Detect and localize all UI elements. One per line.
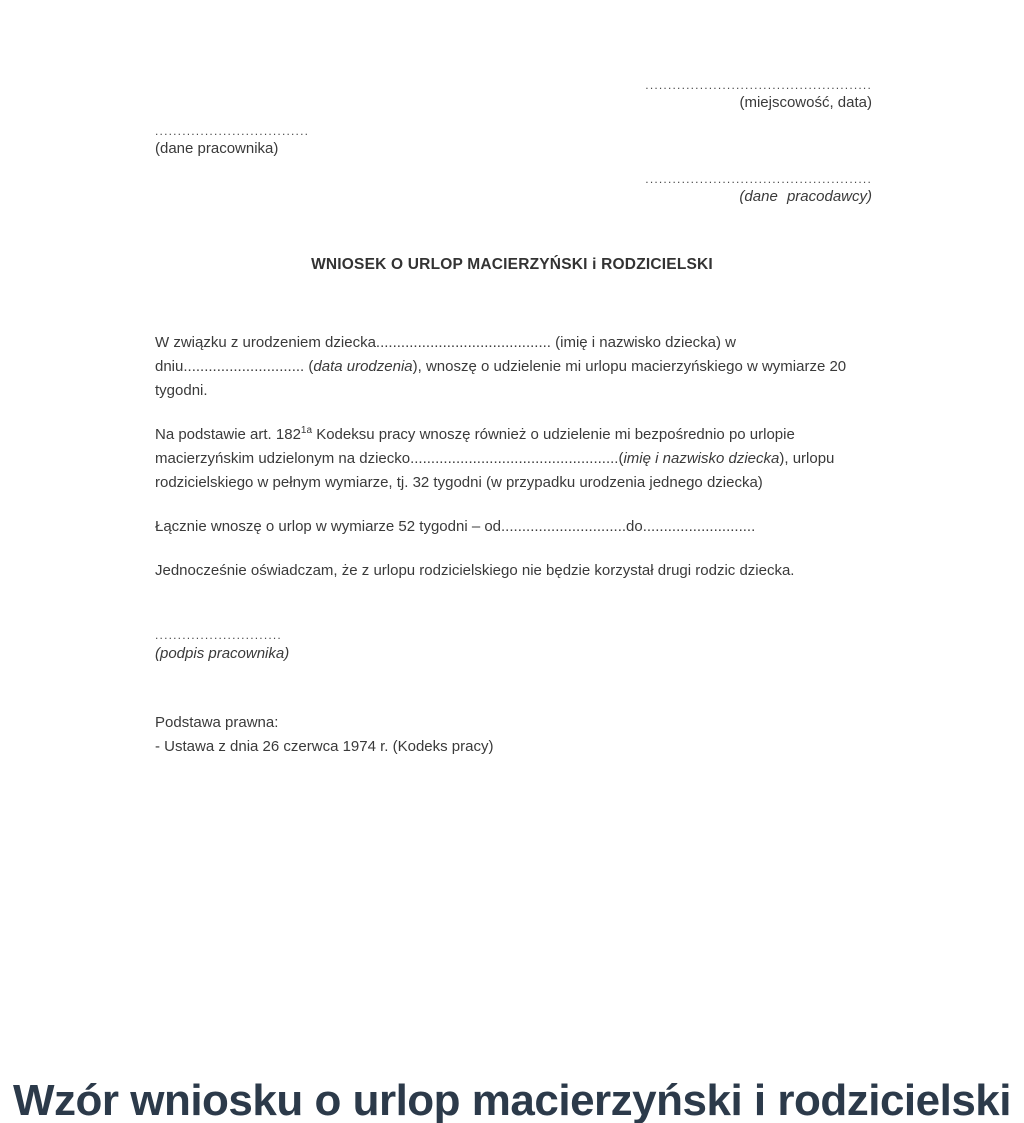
paragraph-segment: Kodeksu pracy wnoszę również o udzielenie mi bezpośrednio po urlopie macierzyńskim udzielonym na dziecko..................................................( <box>155 426 795 467</box>
signature-block <box>155 627 875 665</box>
place-date-block <box>645 78 872 113</box>
legal-basis-heading: Podstawa prawna: <box>155 714 279 731</box>
document-body <box>155 331 875 759</box>
employee-data-label: (dane pracownika) <box>155 140 279 157</box>
article-superscript: 1a <box>300 425 313 436</box>
paragraph-parental-request <box>155 423 875 495</box>
employer-data-block <box>645 172 872 207</box>
page-caption: Wzór wniosku o urlop macierzyński i rodzicielski <box>12 1076 1012 1123</box>
employer-dotted-line: .................................................. <box>645 172 872 186</box>
signature-label: (podpis pracownika) <box>155 645 290 662</box>
paragraph-declaration: Jednocześnie oświadczam, że z urlopu rodzicielskiego nie będzie korzystał drugi rodzic dziecka. <box>155 562 795 579</box>
legal-basis-block <box>155 711 875 759</box>
place-date-label: (miejscowość, data) <box>739 94 872 111</box>
employee-data-block <box>155 124 309 159</box>
employee-dotted-line: .................................. <box>155 124 310 138</box>
signature-dotted-line: ............................ <box>155 628 282 642</box>
document-title: WNIOSEK O URLOP MACIERZYŃSKI i RODZICIELSKI <box>311 256 713 273</box>
employer-data-label: (dane pracodawcy) <box>739 188 872 205</box>
paragraph-segment-italic: data urodzenia <box>313 358 413 375</box>
legal-basis-item: - Ustawa z dnia 26 czerwca 1974 r. (Kodeks pracy) <box>155 738 494 755</box>
paragraph-maternity-request <box>155 331 875 403</box>
paragraph-segment: W związku z urodzeniem dziecka.......................................... (imię i nazwisko dziecka) w dniu............................. ( <box>155 334 736 375</box>
paragraph-segment: ), wnoszę o udzielenie mi urlopu macierzyńskiego w wymiarze 20 tygodni. <box>155 358 847 399</box>
paragraph-segment: ), urlopu rodzicielskiego w pełnym wymiarze, tj. 32 tygodni (w przypadku urodzenia jednego dziecka) <box>155 450 835 491</box>
paragraph-segment: Na podstawie art. 182 <box>155 426 301 443</box>
paragraph-segment-italic: imię i nazwisko dziecka <box>623 450 780 467</box>
place-date-dotted-line: .................................................. <box>645 78 872 92</box>
paragraph-total-duration: Łącznie wnoszę o urlop w wymiarze 52 tygodni – od..............................do........................... <box>155 518 756 535</box>
